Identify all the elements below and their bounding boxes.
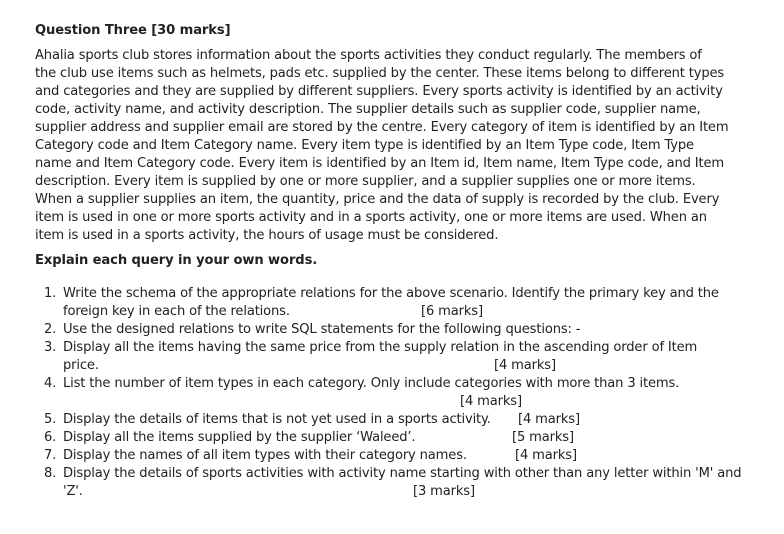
marks-label: [5 marks] (512, 430, 574, 445)
paragraph-line: item is used in a sports activity, the hours of usage must be considered. (35, 228, 499, 243)
question-item-2 (0, 321, 784, 339)
question-item-6 (0, 429, 784, 447)
question-item-7 (0, 447, 784, 465)
question-text: Display the details of sports activities with activity name starting with other than any letter within 'M' and (63, 466, 742, 481)
marks-label: [4 marks] (460, 394, 522, 409)
paragraph-line: Ahalia sports club stores information about the sports activities they conduct regularly. The members of (35, 48, 702, 63)
paragraph-line: description. Every item is supplied by one or more supplier, and a supplier supplies one or more items. (35, 174, 696, 189)
question-text: Display all the items having the same price from the supply relation in the ascending order of Item (63, 340, 698, 355)
question-text: Use the designed relations to write SQL statements for the following questions: - (63, 322, 581, 337)
question-number: 5. (44, 412, 57, 427)
marks-label: [4 marks] (518, 412, 580, 427)
question-number: 1. (44, 286, 57, 301)
marks-label: [4 marks] (515, 448, 577, 463)
paragraph-line: Category code and Item Category name. Every item type is identified by an Item Type code, Item Type (35, 138, 694, 153)
marks-label: [3 marks] (413, 484, 475, 499)
question-item-4 (0, 375, 784, 411)
question-number: 7. (44, 448, 57, 463)
question-number: 3. (44, 340, 57, 355)
question-number: 4. (44, 376, 57, 391)
question-number: 8. (44, 466, 57, 481)
question-text-continued: price. (63, 358, 99, 373)
paragraph-line: When a supplier supplies an item, the quantity, price and the data of supply is recorded by the club. Every (35, 192, 720, 207)
paragraph-line: the club use items such as helmets, pads etc. supplied by the center. These items belong to different types (35, 66, 725, 81)
question-title: Question Three [30 marks] (35, 23, 231, 38)
question-text-continued: 'Z'. (63, 484, 83, 499)
question-number: 2. (44, 322, 57, 337)
question-text: Display the names of all item types with their category names. (63, 448, 467, 463)
question-text-continued: foreign key in each of the relations. (63, 304, 290, 319)
instruction-heading: Explain each query in your own words. (35, 253, 318, 268)
question-text: Write the schema of the appropriate relations for the above scenario. Identify the primary key and the (63, 286, 719, 301)
question-text: List the number of item types in each category. Only include categories with more than 3 items. (63, 376, 680, 391)
paragraph-line: name and Item Category code. Every item is identified by an Item id, Item name, Item Type code, and Item (35, 156, 725, 171)
question-text: Display all the items supplied by the supplier ‘Waleed’. (63, 430, 416, 445)
marks-label: [4 marks] (494, 358, 556, 373)
question-list (0, 285, 784, 501)
paragraph-line: and categories and they are supplied by different suppliers. Every sports activity is identified by an activity (35, 84, 723, 99)
marks-label: [6 marks] (421, 304, 483, 319)
scenario-paragraph (35, 47, 735, 245)
question-item-5 (0, 411, 784, 429)
paragraph-line: item is used in one or more sports activity and in a sports activity, one or more items are used. When an (35, 210, 707, 225)
question-item-3 (0, 339, 784, 375)
paragraph-line: code, activity name, and activity description. The supplier details such as supplier code, supplier name, (35, 102, 701, 117)
question-item-8 (0, 465, 784, 501)
question-text: Display the details of items that is not yet used in a sports activity. (63, 412, 491, 427)
question-number: 6. (44, 430, 57, 445)
question-item-1 (0, 285, 784, 321)
paragraph-line: supplier address and supplier email are stored by the centre. Every category of item is identified by an Item (35, 120, 729, 135)
